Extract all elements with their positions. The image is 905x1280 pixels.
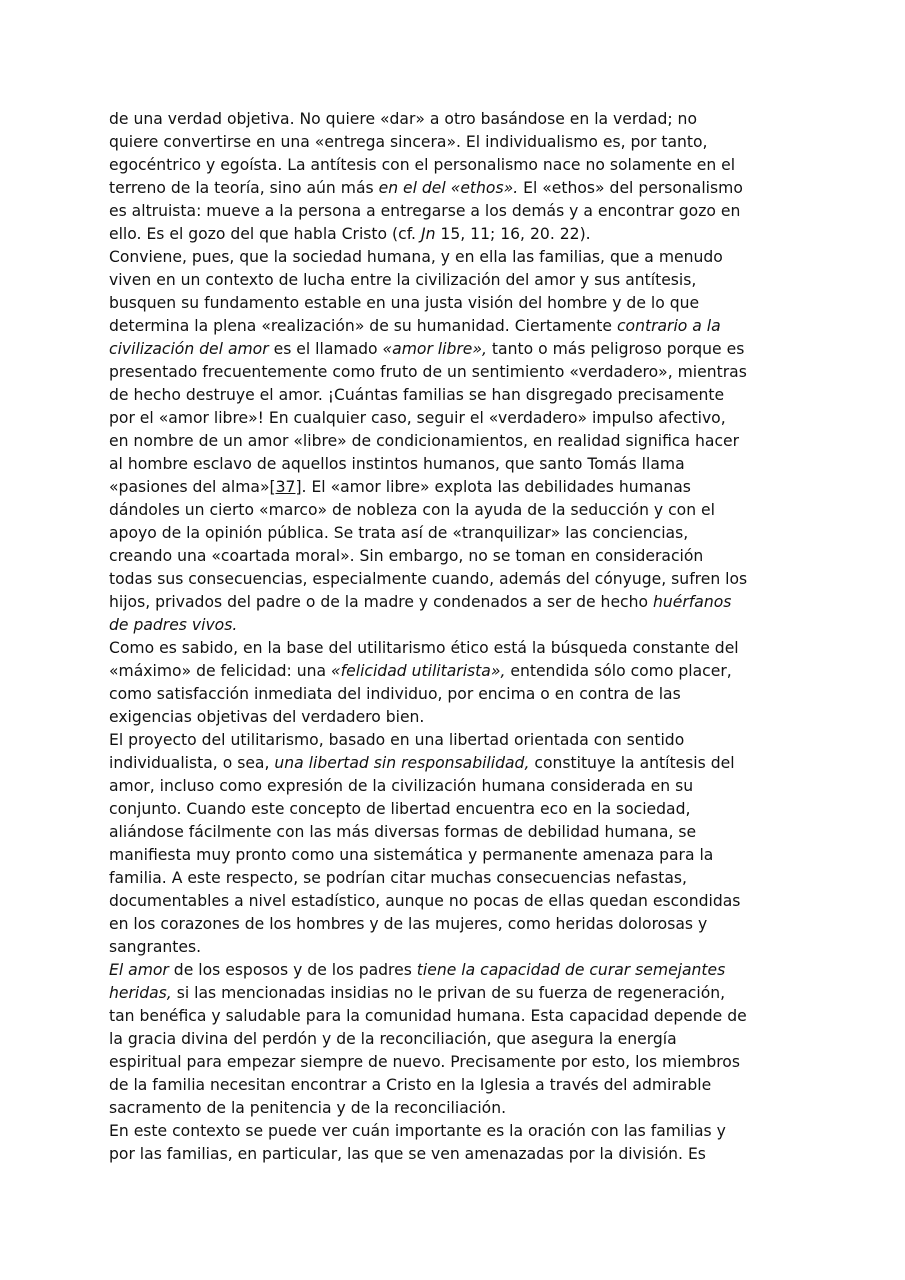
text-line — [109, 1051, 799, 1074]
text-run: egocéntrico y egoísta. La antítesis con el personalismo nace no solamente en el — [109, 156, 736, 174]
text-line — [109, 844, 799, 867]
text-run: viven en un contexto de lucha entre la civilización del amor y sus antítesis, — [109, 271, 697, 289]
text-run: todas sus consecuencias, especialmente cuando, además del cónyuge, sufren los — [109, 570, 748, 588]
text-line — [109, 246, 799, 269]
text-line — [109, 154, 799, 177]
text-line — [109, 1097, 799, 1120]
text-line — [109, 1074, 799, 1097]
text-run: sangrantes. — [109, 938, 202, 956]
text-line — [109, 1005, 799, 1028]
text-line — [109, 591, 799, 614]
text-line — [109, 798, 799, 821]
text-run: entendida sólo como placer, — [505, 662, 732, 680]
text-line — [109, 683, 799, 706]
text-line — [109, 614, 799, 637]
text-run: exigencias objetivas del verdadero bien. — [109, 708, 425, 726]
italic-text: Jn — [420, 225, 436, 243]
italic-text: contrario a la — [616, 317, 721, 335]
text-line — [109, 821, 799, 844]
italic-text: «amor libre», — [382, 340, 487, 358]
text-run: la gracia divina del perdón y de la reconciliación, que asegura la energía — [109, 1030, 677, 1048]
text-line — [109, 752, 799, 775]
text-run: al hombre esclavo de aquellos instintos humanos, que santo Tomás llama — [109, 455, 685, 473]
text-run: por el «amor libre»! En cualquier caso, seguir el «verdadero» impulso afectivo, — [109, 409, 726, 427]
text-run: El «ethos» del personalismo — [518, 179, 743, 197]
text-line — [109, 131, 799, 154]
text-run: amor, incluso como expresión de la civilización humana considerada en su — [109, 777, 694, 795]
italic-text: huérfanos — [653, 593, 732, 611]
text-run: de los esposos y de los padres — [168, 961, 417, 979]
text-run: ello. Es el gozo del que habla Cristo (cf. — [109, 225, 421, 243]
text-line — [109, 315, 799, 338]
italic-text: heridas, — [109, 984, 172, 1002]
text-line — [109, 936, 799, 959]
text-run: por las familias, en particular, las que se ven amenazadas por la división. Es — [109, 1145, 706, 1163]
text-run: documentables a nivel estadístico, aunque no pocas de ellas quedan escondidas — [109, 892, 741, 910]
text-line — [109, 269, 799, 292]
italic-text: tiene la capacidad de curar semejantes — [416, 961, 726, 979]
italic-text: El amor — [109, 961, 169, 979]
text-run: determina la plena «realización» de su humanidad. Ciertamente — [109, 317, 617, 335]
text-line — [109, 407, 799, 430]
text-run: Como es sabido, en la base del utilitarismo ético está la búsqueda constante del — [109, 639, 739, 657]
text-line — [109, 292, 799, 315]
text-run: «máximo» de felicidad: una — [109, 662, 332, 680]
text-run: sacramento de la penitencia y de la reconciliación. — [109, 1099, 507, 1117]
text-run: quiere convertirse en una «entrega sincera». El individualismo es, por tanto, — [109, 133, 708, 151]
text-run: creando una «coartada moral». Sin embargo, no se toman en consideración — [109, 547, 704, 565]
italic-text: civilización del amor — [109, 340, 269, 358]
text-line — [109, 982, 799, 1005]
text-line — [109, 522, 799, 545]
text-run: . El «amor libre» explota las debilidades humanas — [301, 478, 691, 496]
text-line — [109, 223, 799, 246]
text-run: «pasiones del alma» — [109, 478, 270, 496]
text-run: manifiesta muy pronto como una sistemática y permanente amenaza para la — [109, 846, 714, 864]
text-run: Conviene, pues, que la sociedad humana, y en ella las familias, que a menudo — [109, 248, 723, 266]
text-line — [109, 890, 799, 913]
text-run: constituye la antítesis del — [529, 754, 735, 772]
text-line — [109, 637, 799, 660]
italic-text: una libertad sin responsabilidad, — [274, 754, 530, 772]
text-run: hijos, privados del padre o de la madre y condenados a ser de hecho — [109, 593, 653, 611]
text-run: en nombre de un amor «libre» de condicionamientos, en realidad significa hacer — [109, 432, 740, 450]
text-line — [109, 108, 799, 131]
text-run: si las mencionadas insidias no le privan de su fuerza de regeneración, — [171, 984, 726, 1002]
text-run: 15, 11; 16, 20. 22). — [435, 225, 591, 243]
text-line — [109, 1143, 799, 1166]
text-line — [109, 430, 799, 453]
footnote-link[interactable]: [37] — [269, 478, 302, 496]
text-line — [109, 177, 799, 200]
text-run: en los corazones de los hombres y de las mujeres, como heridas dolorosas y — [109, 915, 708, 933]
text-run: apoyo de la opinión pública. Se trata así de «tranquilizar» las conciencias, — [109, 524, 689, 542]
text-run: de hecho destruye el amor. ¡Cuántas familias se han disgregado precisamente — [109, 386, 725, 404]
text-line — [109, 1028, 799, 1051]
text-run: familia. A este respecto, se podrían citar muchas consecuencias nefastas, — [109, 869, 687, 887]
text-line — [109, 361, 799, 384]
text-run: busquen su fundamento estable en una justa visión del hombre y de lo que — [109, 294, 700, 312]
text-run: conjunto. Cuando este concepto de libertad encuentra eco en la sociedad, — [109, 800, 691, 818]
text-line — [109, 867, 799, 890]
text-line — [109, 338, 799, 361]
text-run: individualista, o sea, — [109, 754, 275, 772]
text-line — [109, 476, 799, 499]
text-line — [109, 568, 799, 591]
text-run: de la familia necesitan encontrar a Cristo en la Iglesia a través del admirable — [109, 1076, 712, 1094]
text-run: es el llamado — [268, 340, 383, 358]
text-run: En este contexto se puede ver cuán importante es la oración con las familias y — [109, 1122, 726, 1140]
text-line — [109, 384, 799, 407]
text-line — [109, 545, 799, 568]
italic-text: en el del «ethos». — [378, 179, 519, 197]
text-run: tanto o más peligroso porque es — [486, 340, 745, 358]
text-run: dándoles un cierto «marco» de nobleza con la ayuda de la seducción y con el — [109, 501, 715, 519]
text-run: espiritual para empezar siempre de nuevo. Precisamente por esto, los miembros — [109, 1053, 740, 1071]
text-line — [109, 200, 799, 223]
text-run: El proyecto del utilitarismo, basado en una libertad orientada con sentido — [109, 731, 685, 749]
text-run: tan benéfica y saludable para la comunidad humana. Esta capacidad depende de — [109, 1007, 747, 1025]
text-line — [109, 959, 799, 982]
italic-text: de padres vivos. — [109, 616, 238, 634]
text-run: aliándose fácilmente con las más diversas formas de debilidad humana, se — [109, 823, 697, 841]
text-run: terreno de la teoría, sino aún más — [109, 179, 379, 197]
text-line — [109, 706, 799, 729]
text-run: presentado frecuentemente como fruto de un sentimiento «verdadero», mientras — [109, 363, 747, 381]
text-line — [109, 660, 799, 683]
text-run: es altruista: mueve a la persona a entregarse a los demás y a encontrar gozo en — [109, 202, 741, 220]
text-line — [109, 775, 799, 798]
text-line — [109, 729, 799, 752]
text-line — [109, 453, 799, 476]
text-line — [109, 913, 799, 936]
italic-text: «felicidad utilitarista», — [331, 662, 506, 680]
text-line — [109, 1120, 799, 1143]
text-run: de una verdad objetiva. No quiere «dar» a otro basándose en la verdad; no — [109, 110, 697, 128]
text-run: como satisfacción inmediata del individuo, por encima o en contra de las — [109, 685, 681, 703]
document-body — [109, 108, 799, 1166]
text-line — [109, 499, 799, 522]
